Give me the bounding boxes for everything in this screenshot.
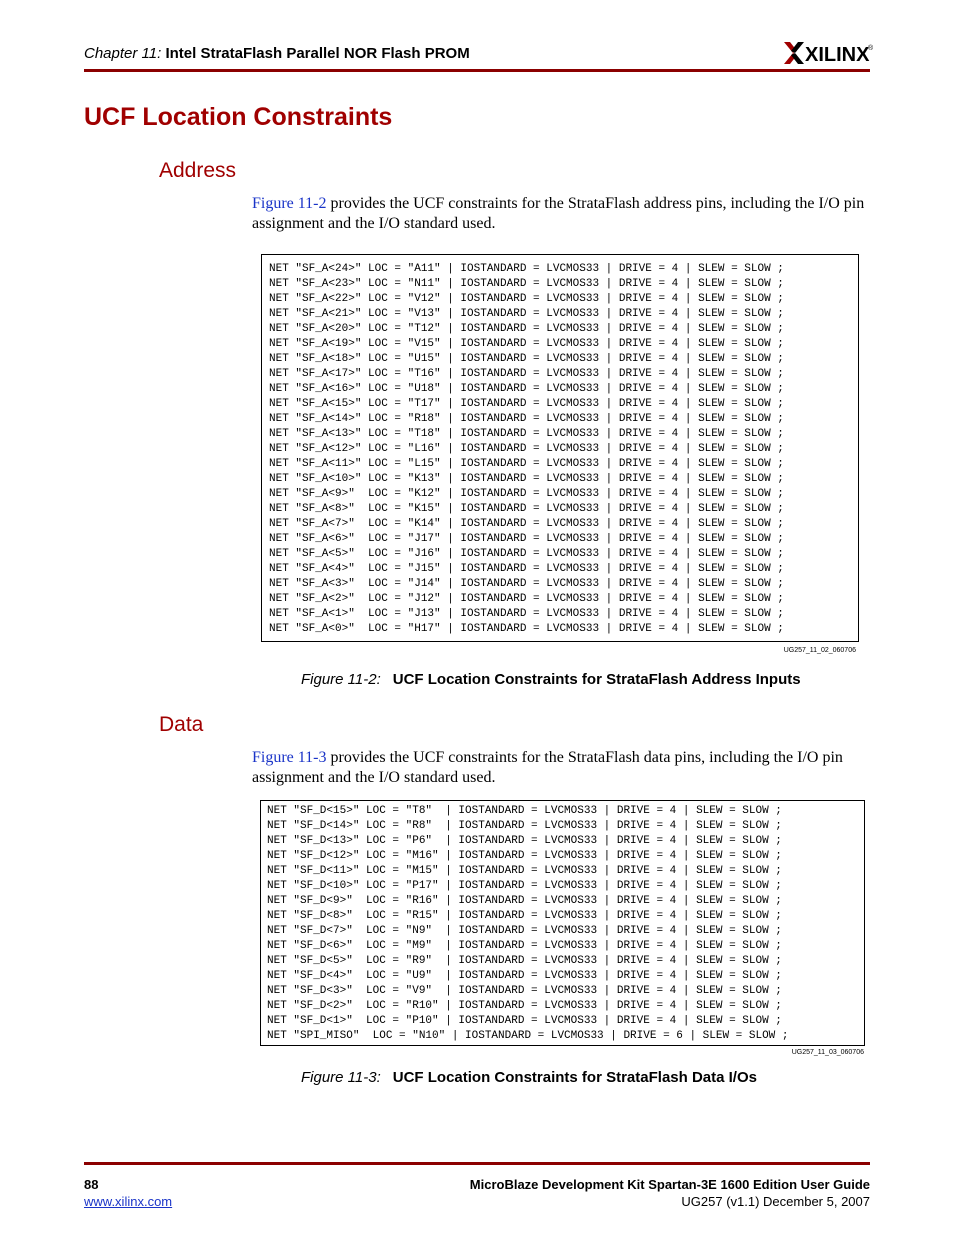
footer-left (84, 1177, 172, 1209)
address-code: NET "SF_A<24>" LOC = "A11" | IOSTANDARD = LVCMOS33 | DRIVE = 4 | SLEW = SLOW ; NET "SF_A<23>" LOC = "N11" | IOSTANDARD = LVCMOS33 | DRIVE = 4 | SLEW = SLOW ; NET "SF_A<22>" LOC = "V12" | IOSTANDARD = LVCMOS33 | DRIVE = 4 | SLEW = SLOW ; NET "SF_A<21>" LOC = "V13" | IOSTANDARD = LVCMOS33 | DRIVE = 4 | SLEW = SLOW ; NET "SF_A<20>" LOC = "T12" | IOSTANDARD = LVCMOS33 | DRIVE = 4 | SLEW = SLOW ; NET "SF_A<19>" LOC = "V15" | IOSTANDARD = LVCMOS33 | DRIVE = 4 | SLEW = SLOW ; NET "SF_A<18>" LOC = "U15" | IOSTANDARD = LVCMOS33 | DRIVE = 4 | SLEW = SLOW ; NET "SF_A<17>" LOC = "T16" | IOSTANDARD = LVCMOS33 | DRIVE = 4 | SLEW = SLOW ; NET "SF_A<16>" LOC = "U18" | IOSTANDARD = LVCMOS33 | DRIVE = 4 | SLEW = SLOW ; NET "SF_A<15>" LOC = "T17" | IOSTANDARD = LVCMOS33 | DRIVE = 4 | SLEW = SLOW ; NET "SF_A<14>" LOC = "R18" | IOSTANDARD = LVCMOS33 | DRIVE = 4 | SLEW = SLOW ; NET "SF_A<13>" LOC = "T18" | IOSTANDARD = LVCMOS33 | DRIVE = 4 | SLEW = SLOW ; NET "SF_A<12>" LOC = "L16" | IOSTANDARD = LVCMOS33 | DRIVE = 4 | SLEW = SLOW ; NET "SF_A<11>" LOC = "L15" | IOSTANDARD = LVCMOS33 | DRIVE = 4 | SLEW = SLOW ; NET "SF_A<10>" LOC = "K13" | IOSTANDARD = LVCMOS33 | DRIVE = 4 | SLEW = SLOW ; NET "SF_A<9>" LOC = "K12" | IOSTANDARD = LVCMOS33 | DRIVE = 4 | SLEW = SLOW ; NET "SF_A<8>" LOC = "K15" | IOSTANDARD = LVCMOS33 | DRIVE = 4 | SLEW = SLOW ; NET "SF_A<7>" LOC = "K14" | IOSTANDARD = LVCMOS33 | DRIVE = 4 | SLEW = SLOW ; NET "SF_A<6>" LOC = "J17" | IOSTANDARD = LVCMOS33 | DRIVE = 4 | SLEW = SLOW ; NET "SF_A<5>" LOC = "J16" | IOSTANDARD = LVCMOS33 | DRIVE = 4 | SLEW = SLOW ; NET "SF_A<4>" LOC = "J15" | IOSTANDARD = LVCMOS33 | DRIVE = 4 | SLEW = SLOW ; NET "SF_A<3>" LOC = "J14" | IOSTANDARD = LVCMOS33 | DRIVE = 4 | SLEW = SLOW ; NET "SF_A<2>" LOC = "J12" | IOSTANDARD = LVCMOS33 | DRIVE = 4 | SLEW = SLOW ; NET "SF_A<1>" LOC = "J13" | IOSTANDARD = LVCMOS33 | DRIVE = 4 | SLEW = SLOW ; NET "SF_A<0>" LOC = "H17" | IOSTANDARD = LVCMOS33 | DRIVE = 4 | SLEW = SLOW ; (269, 263, 784, 635)
data-code-box (260, 800, 865, 1046)
data-figure-caption (301, 1069, 757, 1086)
caption-number: Figure 11-2: (301, 671, 381, 688)
caption-text: UCF Location Constraints for StrataFlash Data I/Os (392, 1069, 757, 1086)
footer-rule (84, 1162, 870, 1165)
address-paragraph (252, 194, 867, 234)
figure-11-3-link[interactable]: Figure 11-3 (252, 749, 327, 766)
document-id: UG257 (v1.1) December 5, 2007 (681, 1194, 870, 1209)
chapter-title: Intel StrataFlash Parallel NOR Flash PROM (165, 45, 470, 62)
data-paragraph (252, 748, 867, 788)
chapter-label: Chapter 11: (84, 45, 162, 62)
page-number: 88 (84, 1177, 99, 1192)
address-code-box (261, 254, 859, 642)
section-title: UCF Location Constraints (84, 103, 393, 131)
svg-text:XILINX: XILINX (805, 44, 870, 66)
figure-11-2-link[interactable]: Figure 11-2 (252, 195, 327, 212)
caption-text: UCF Location Constraints for StrataFlash Address Inputs (392, 671, 801, 688)
xilinx-url-link[interactable]: www.xilinx.com (84, 1194, 173, 1209)
header-rule (84, 69, 870, 72)
svg-text:®: ® (868, 45, 874, 52)
address-figure-caption (301, 671, 801, 688)
xilinx-logo (782, 40, 874, 66)
address-paragraph-text: provides the UCF constraints for the StrataFlash address pins, including the I/O pin assignment and the I/O standard used. (252, 195, 865, 232)
address-heading: Address (159, 159, 237, 182)
address-image-id: UG257_11_02_060706 (783, 647, 856, 654)
data-code: NET "SF_D<15>" LOC = "T8" | IOSTANDARD = LVCMOS33 | DRIVE = 4 | SLEW = SLOW ; NET "SF_D<14>" LOC = "R8" | IOSTANDARD = LVCMOS33 | DRIVE = 4 | SLEW = SLOW ; NET "SF_D<13>" LOC = "P6" | IOSTANDARD = LVCMOS33 | DRIVE = 4 | SLEW = SLOW ; NET "SF_D<12>" LOC = "M16" | IOSTANDARD = LVCMOS33 | DRIVE = 4 | SLEW = SLOW ; NET "SF_D<11>" LOC = "M15" | IOSTANDARD = LVCMOS33 | DRIVE = 4 | SLEW = SLOW ; NET "SF_D<10>" LOC = "P17" | IOSTANDARD = LVCMOS33 | DRIVE = 4 | SLEW = SLOW ; NET "SF_D<9>" LOC = "R16" | IOSTANDARD = LVCMOS33 | DRIVE = 4 | SLEW = SLOW ; NET "SF_D<8>" LOC = "R15" | IOSTANDARD = LVCMOS33 | DRIVE = 4 | SLEW = SLOW ; NET "SF_D<7>" LOC = "N9" | IOSTANDARD = LVCMOS33 | DRIVE = 4 | SLEW = SLOW ; NET "SF_D<6>" LOC = "M9" | IOSTANDARD = LVCMOS33 | DRIVE = 4 | SLEW = SLOW ; NET "SF_D<5>" LOC = "R9" | IOSTANDARD = LVCMOS33 | DRIVE = 4 | SLEW = SLOW ; NET "SF_D<4>" LOC = "U9" | IOSTANDARD = LVCMOS33 | DRIVE = 4 | SLEW = SLOW ; NET "SF_D<3>" LOC = "V9" | IOSTANDARD = LVCMOS33 | DRIVE = 4 | SLEW = SLOW ; NET "SF_D<2>" LOC = "R10" | IOSTANDARD = LVCMOS33 | DRIVE = 4 | SLEW = SLOW ; NET "SF_D<1>" LOC = "P10" | IOSTANDARD = LVCMOS33 | DRIVE = 4 | SLEW = SLOW ; NET "SPI_MISO" LOC = "N10" | IOSTANDARD = LVCMOS33 | DRIVE = 6 | SLEW = SLOW ; (267, 805, 789, 1042)
data-paragraph-text: provides the UCF constraints for the StrataFlash data pins, including the I/O pin assignment and the I/O standard used. (252, 749, 843, 786)
data-image-id: UG257_11_03_060706 (791, 1049, 864, 1056)
footer-right (470, 1177, 870, 1209)
running-header (84, 45, 470, 62)
data-heading: Data (159, 713, 204, 736)
caption-number: Figure 11-3: (301, 1069, 381, 1086)
guide-title: MicroBlaze Development Kit Spartan-3E 1600 Edition User Guide (469, 1177, 870, 1192)
